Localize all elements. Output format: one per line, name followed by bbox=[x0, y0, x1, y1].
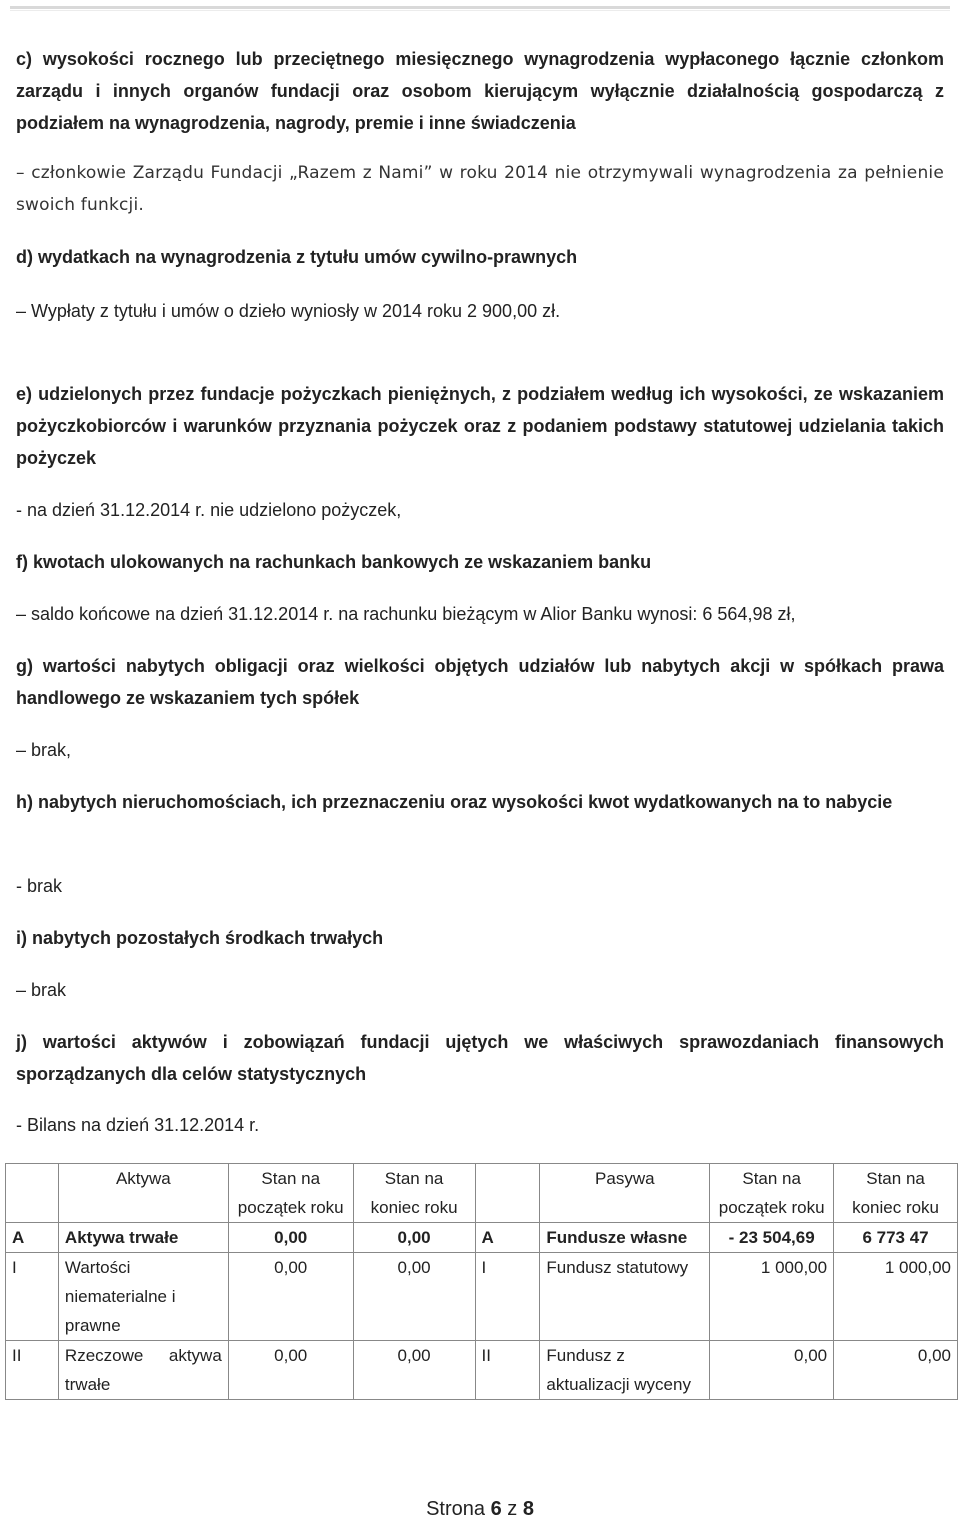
footer-separator: z bbox=[507, 1498, 518, 1520]
table-cell: A bbox=[475, 1223, 540, 1253]
section-i-answer: – brak bbox=[16, 980, 67, 1000]
table-header-cell bbox=[475, 1164, 540, 1223]
table-cell: Fundusze własne bbox=[540, 1223, 710, 1253]
table-cell: I bbox=[475, 1253, 540, 1341]
table-cell: Fundusz z aktualizacji wyceny bbox=[540, 1341, 710, 1400]
table-cell: 0,00 bbox=[710, 1341, 834, 1400]
table-row bbox=[6, 1341, 958, 1400]
section-e-answer: - na dzień 31.12.2014 r. nie udzielono pożyczek, bbox=[16, 500, 402, 520]
table-cell: - 23 504,69 bbox=[710, 1223, 834, 1253]
footer-prefix: Strona bbox=[426, 1498, 485, 1520]
table-header-cell: Stan na koniec roku bbox=[834, 1164, 958, 1223]
table-cell: 6 773 47 bbox=[834, 1223, 958, 1253]
table-header-cell: Aktywa bbox=[58, 1164, 228, 1223]
section-c-heading: c) wysokości rocznego lub przeciętnego miesięcznego wynagrodzenia wypłaconego łącznie członkom zarządu i innych organów fundacji oraz osobom kierującym wyłącznie działalnością gospodarczą z podziałem na wynagrodzenia, nagrody, premie i inne świadczenia bbox=[16, 49, 944, 133]
section-c-answer: – członkowie Zarządu Fundacji „Razem z Nami” w roku 2014 nie otrzymywali wynagrodzenia za pełnienie swoich funkcji. bbox=[16, 163, 944, 215]
section-g-heading: g) wartości nabytych obligacji oraz wielkości objętych udziałów lub nabytych akcji w spółkach prawa handlowego ze wskazaniem tych spółek bbox=[16, 656, 944, 708]
section-g-answer: – brak, bbox=[16, 740, 72, 760]
table-cell: Rzeczowe aktywa trwałe bbox=[58, 1341, 228, 1400]
table-cell: 0,00 bbox=[353, 1341, 475, 1400]
balance-sheet-table bbox=[5, 1163, 958, 1400]
footer-page-number: 6 bbox=[490, 1498, 502, 1520]
table-cell: Fundusz statutowy bbox=[540, 1253, 710, 1341]
table-cell: Aktywa trwałe bbox=[58, 1223, 228, 1253]
table-cell: 0,00 bbox=[353, 1253, 475, 1341]
table-header-cell: Stan na początek roku bbox=[710, 1164, 834, 1223]
section-j-heading: j) wartości aktywów i zobowiązań fundacji ujętych we właściwych sprawozdaniach finansowych sporządzanych dla celów statystycznych bbox=[16, 1032, 944, 1084]
table-cell: 0,00 bbox=[353, 1223, 475, 1253]
section-d-answer: – Wypłaty z tytułu i umów o dzieło wyniosły w 2014 roku 2 900,00 zł. bbox=[16, 301, 561, 321]
table-header-cell: Stan na początek roku bbox=[228, 1164, 353, 1223]
section-e-heading: e) udzielonych przez fundacje pożyczkach pieniężnych, z podziałem według ich wysokości, ze wskazaniem pożyczkobiorców i warunków przyznania pożyczek oraz z podaniem podstawy statutowej udzielania takich pożyczek bbox=[16, 384, 944, 468]
section-h-answer: - brak bbox=[16, 876, 63, 896]
table-header-cell bbox=[6, 1164, 59, 1223]
section-h-heading: h) nabytych nieruchomościach, ich przeznaczeniu oraz wysokości kwot wydatkowanych na to nabycie bbox=[16, 792, 893, 812]
table-cell: II bbox=[475, 1341, 540, 1400]
table-cell: 1 000,00 bbox=[710, 1253, 834, 1341]
table-cell: 1 000,00 bbox=[834, 1253, 958, 1341]
table-header-cell: Stan na koniec roku bbox=[353, 1164, 475, 1223]
section-i-heading: i) nabytych pozostałych środkach trwałych bbox=[16, 928, 384, 948]
table-header-cell: Pasywa bbox=[540, 1164, 710, 1223]
section-f-heading: f) kwotach ulokowanych na rachunkach bankowych ze wskazaniem banku bbox=[16, 552, 652, 572]
table-cell: 0,00 bbox=[228, 1341, 353, 1400]
section-f-answer: – saldo końcowe na dzień 31.12.2014 r. na rachunku bieżącym w Alior Banku wynosi: 6 564,98 zł, bbox=[16, 604, 796, 624]
table-row bbox=[6, 1223, 958, 1253]
header-rule bbox=[10, 6, 950, 9]
table-cell: A bbox=[6, 1223, 59, 1253]
table-header-row bbox=[6, 1164, 958, 1223]
section-d-heading: d) wydatkach na wynagrodzenia z tytułu umów cywilno-prawnych bbox=[16, 247, 578, 267]
table-cell: II bbox=[6, 1341, 59, 1400]
footer-page-total: 8 bbox=[522, 1498, 534, 1520]
table-cell: 0,00 bbox=[228, 1253, 353, 1341]
table-cell: Wartości niematerialne i prawne bbox=[58, 1253, 228, 1341]
table-row bbox=[6, 1253, 958, 1341]
table-cell: 0,00 bbox=[834, 1341, 958, 1400]
table-cell: 0,00 bbox=[228, 1223, 353, 1253]
header-rule-shadow bbox=[10, 10, 950, 11]
table-cell: I bbox=[6, 1253, 59, 1341]
section-j-answer: - Bilans na dzień 31.12.2014 r. bbox=[16, 1115, 260, 1135]
page-footer bbox=[0, 1493, 960, 1525]
